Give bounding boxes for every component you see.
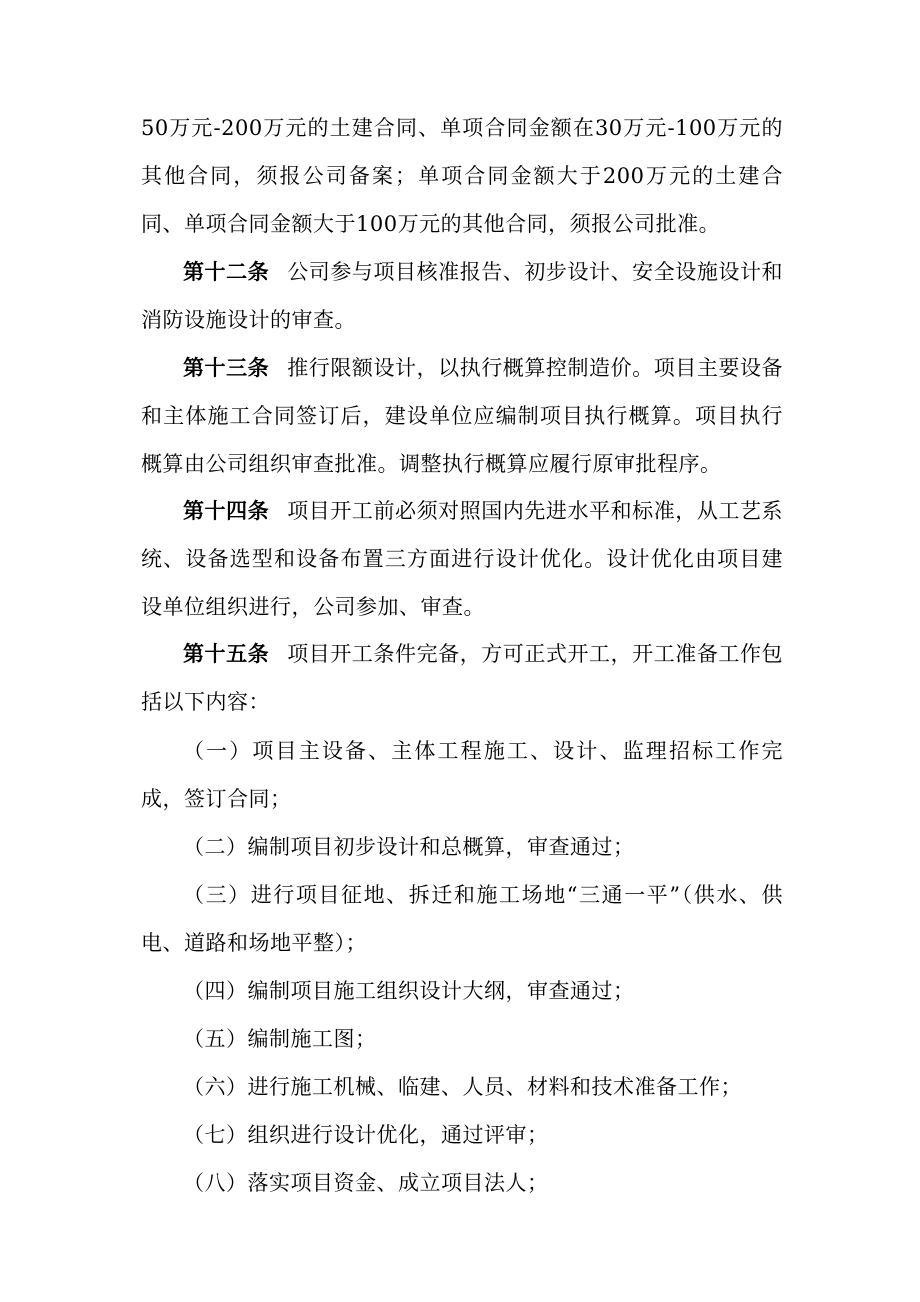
article-number: 第十四条	[183, 498, 270, 523]
article-text: 项目开工前必须对照国内先进水平和标准，从工艺系统、设备选型和设备布置三方面进行设计优化。设计优化由项目建设单位组织进行，公司参加、审查。	[141, 499, 784, 619]
list-item: （三）进行项目征地、拆迁和施工场地“三通一平”（供水、供电、道路和场地平整）；	[141, 883, 783, 955]
list-item: （四）编制项目施工组织设计大纲，审查通过；	[183, 979, 635, 1003]
list-item: （六）进行施工机械、临建、人员、材料和技术准备工作；	[183, 1075, 742, 1099]
list-item: （一）项目主设备、主体工程施工、设计、监理招标工作完成，签订合同；	[141, 739, 783, 811]
list-item: （二）编制项目初步设计和总概算，审查通过；	[183, 835, 635, 859]
list-item: （七）组织进行设计优化，通过评审；	[183, 1123, 549, 1147]
article-15	[141, 630, 783, 726]
paragraph-text: 50万元-200万元的土建合同、单项合同金额在30万元-100万元的其他合同，须报公司备案；单项合同金额大于200万元的土建合同、单项合同金额大于100万元的其他合同，须报公司批准。	[141, 116, 783, 236]
article-13	[141, 344, 783, 488]
article-14	[141, 487, 783, 631]
article-number: 第十五条	[183, 641, 270, 666]
article-text: 推行限额设计，以执行概算控制造价。项目主要设备和主体施工合同签订后，建设单位应编制项目执行概算。项目执行概算由公司组织审查批准。调整执行概算应履行原审批程序。	[141, 356, 784, 476]
list-item: （八）落实项目资金、成立项目法人；	[183, 1171, 549, 1195]
paragraph-continuation	[141, 104, 783, 248]
article-text: 公司参与项目核准报告、初步设计、安全设施设计和消防设施设计的审查。	[141, 260, 784, 332]
article-number: 第十二条	[183, 259, 270, 284]
article-text: 项目开工条件完备，方可正式开工，开工准备工作包括以下内容：	[141, 642, 784, 714]
article-number: 第十三条	[183, 355, 270, 380]
article-12	[141, 248, 783, 344]
list-item: （五）编制施工图；	[183, 1027, 377, 1051]
